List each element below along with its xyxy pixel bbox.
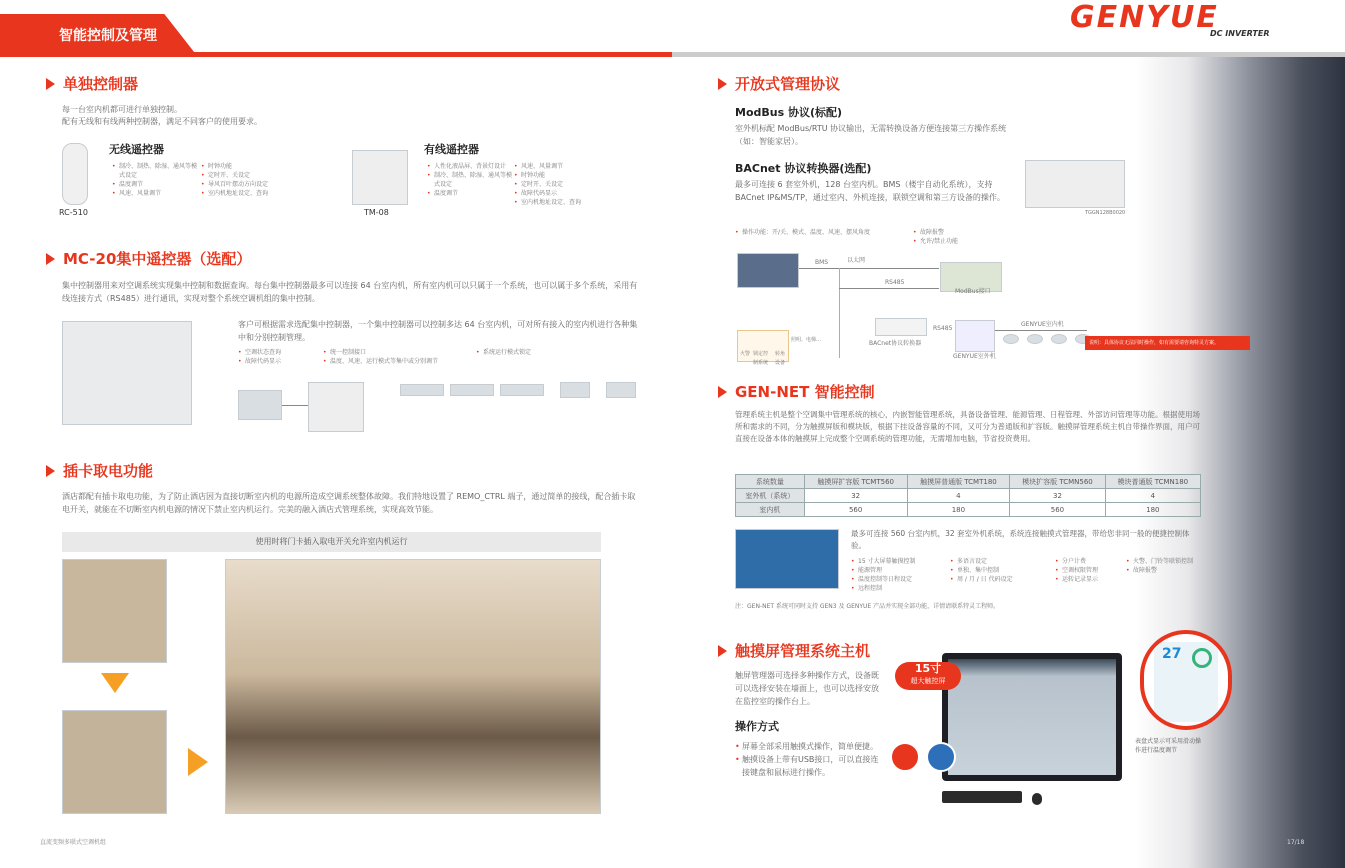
table-cell: 32 <box>1010 489 1105 503</box>
wireless-remote-image <box>62 143 88 205</box>
list-item: • 触摸设备上带有USB接口，可以直接连接键盘和鼠标进行操作。 <box>735 753 883 779</box>
list-item: • 定时开、关设定 <box>201 171 301 180</box>
rs485-label-b: RS485 <box>933 325 953 332</box>
list-item: • 温度调节 <box>112 180 198 189</box>
list-item: • 单独、集中控制 <box>950 566 1050 575</box>
list-item: • 周 / 月 / 日 代码设定 <box>950 575 1050 584</box>
icon-label-light: 照明、电梯… <box>791 337 822 343</box>
converter-label: BACnet协议转换器 <box>869 340 922 347</box>
mc20-connection-diagram <box>238 372 638 460</box>
connection-line <box>799 268 939 269</box>
list-item: • 导风百叶摆动方向设定 <box>201 180 301 189</box>
list-item: • 多语言设定 <box>950 557 1050 566</box>
table-cell: 系统数量 <box>736 475 805 489</box>
icon-label-lock: 锁定控制系统 <box>753 351 769 366</box>
list-item: • 能源管理 <box>851 566 946 575</box>
section-title-mc20: MC-20集中遥控器（选配） <box>46 248 251 269</box>
bacnet-paragraph: 最多可连接 6 套室外机，128 台室内机。BMS（楼宇自动化系统），支持 BACnet IP&MS/TP，通过室内、外机连接，联锁空调和第三方设备的操作。 <box>735 180 1005 202</box>
icon-label-device: 转角设备 <box>775 351 786 366</box>
touchscreen-monitor-image <box>942 653 1122 781</box>
converter-image <box>875 318 927 336</box>
section-title-touchscreen: 触摸屏管理系统主机 <box>718 640 870 661</box>
size-badge <box>895 662 961 690</box>
gennet-monitor-image <box>735 529 839 589</box>
connection-line <box>839 268 840 358</box>
list-item: • 分户计费 <box>1055 557 1125 566</box>
wired-remote-image <box>352 150 408 205</box>
operation-list <box>735 740 883 779</box>
protocol-features-2 <box>913 228 1013 246</box>
section-title-card: 插卡取电功能 <box>46 460 153 481</box>
mc20-features-1 <box>238 348 328 366</box>
page-number: 17/18 <box>1287 839 1305 846</box>
table-cell: 180 <box>1105 503 1200 517</box>
badge-label: 超大触控屏 <box>910 677 946 685</box>
outdoor-unit-image <box>308 382 364 432</box>
icon-label-fire: 火警 <box>740 351 751 357</box>
indoor-unit-image <box>606 382 636 398</box>
table-cell: 触摸屏扩容版 TCMT560 <box>804 475 907 489</box>
settings-bubble <box>926 742 956 772</box>
list-item: • 室内机地址设定、查询 <box>201 189 301 198</box>
list-item: • 制冷、制热、除湿、通风等模式设定 <box>427 171 515 189</box>
indoor-unit-image <box>1003 334 1019 344</box>
list-item: • 温度调节 <box>427 189 515 198</box>
gennet-paragraph-2: 最多可连接 560 台室内机，32 套室外机系统，系统连接触摸式管理器，带给您非同一般的便捷控制体验。 <box>851 529 1190 550</box>
indoor-unit-image <box>1051 334 1067 344</box>
mouse-image <box>1032 793 1042 805</box>
gennet-features-3 <box>1055 557 1125 584</box>
list-item: • 15 寸大屏幕触摸控制 <box>851 557 946 566</box>
list-item: • 统一控制接口 <box>323 348 473 357</box>
zoom-note: 表盘式显示可采用滑动操作进行温度调节 <box>1135 738 1202 754</box>
wireless-model: RC-510 <box>59 208 88 217</box>
gennet-features-4 <box>1126 557 1206 575</box>
list-item: • 故障报警 <box>1126 566 1206 575</box>
card-caption: 使用时将门卡插入取电开关允许室内机运行 <box>62 532 601 552</box>
list-item: • 制冷、制热、除湿、通风等模式设定 <box>112 162 198 180</box>
list-item: • 空调权限管理 <box>1055 566 1125 575</box>
touchscreen-paragraph: 触屏管理器可选择多种操作方式，设备既可以选择安装在墙面上，也可以选择安放在监控室的操作台上。 <box>735 671 879 706</box>
screen-display <box>948 659 1116 775</box>
table-row <box>736 503 1201 517</box>
list-item: • 允许/禁止功能 <box>913 237 1013 246</box>
list-item: • 火警、门铃等联锁控制 <box>1126 557 1206 566</box>
brand-logo: GENYUE <box>1070 0 1219 35</box>
controller-unit-image <box>238 390 282 420</box>
indoor-unit-image <box>400 384 444 396</box>
list-item: • 室内机地址设定、查询 <box>514 198 614 207</box>
section-title-protocol: 开放式管理协议 <box>718 73 840 94</box>
list-item: • 定时开、关设定 <box>514 180 614 189</box>
table-cell: 560 <box>1010 503 1105 517</box>
controller-intro-2: 配有无线和有线两种控制器，满足不同客户的使用要求。 <box>62 117 262 126</box>
wired-features-2 <box>514 162 614 207</box>
table-header-row <box>736 475 1201 489</box>
list-item: • 故障代码显示 <box>514 189 614 198</box>
outdoor-units-image <box>955 320 995 352</box>
zoom-dial-icon <box>1192 648 1212 668</box>
table-cell: 32 <box>804 489 907 503</box>
mc20-features-2 <box>323 348 473 366</box>
table-cell: 180 <box>907 503 1010 517</box>
bms-screen-image <box>737 253 799 288</box>
indoor-unit-image <box>1027 334 1043 344</box>
list-item: • 人性化液晶屏、背景灯设计 <box>427 162 515 171</box>
card-inserted-photo <box>62 710 167 814</box>
protocol-features-1 <box>735 228 905 237</box>
connection-line <box>282 405 308 406</box>
device-code: TGGN128B0020 <box>1085 210 1126 216</box>
card-paragraph: 酒店都配有插卡取电功能，为了防止酒店因为直接切断室内机的电源所造成空调系统整体故障。我们特地设置了 REMO_CTRL 端子，通过简单的接线，配合插卡取电开关，就能在不切断室内机电源的情况下禁止室内机运行。完美的融入酒店式管理系统，实现高效节能。 <box>62 492 636 514</box>
ethernet-label: 以太网 <box>847 257 866 264</box>
modbus-title: ModBus 协议(标配) <box>735 106 843 119</box>
alarm-bubble <box>890 742 920 772</box>
modbus-paragraph: 室外机标配 ModBus/RTU 协议输出，无需转换设备方便连接第三方操作系统（如：智能家居）。 <box>735 124 1007 146</box>
bms-network-diagram <box>735 250 1255 365</box>
table-cell: 室外机（系统） <box>736 489 805 503</box>
list-item: • 系统运行模式锁定 <box>476 348 576 357</box>
mc20-features-3 <box>476 348 576 357</box>
connection-line <box>839 288 939 289</box>
wired-model: TM-08 <box>364 208 389 217</box>
bacnet-converter-image <box>1025 160 1125 208</box>
wireless-title: 无线遥控器 <box>109 143 164 156</box>
outdoor-label: GENYUE室外机 <box>953 353 996 360</box>
arrow-down-icon <box>101 673 129 693</box>
rs485-label-a: RS485 <box>885 279 905 286</box>
table-cell: 触摸屏普通版 TCMT180 <box>907 475 1010 489</box>
footer-left: 直流变频多联式空调机组 <box>40 839 107 846</box>
arrow-right-icon <box>188 748 208 776</box>
gennet-features-1 <box>851 557 946 593</box>
gennet-spec-table <box>735 474 1201 517</box>
mc20-paragraph: 集中控制器用来对空调系统实现集中控制和数据查询。每台集中控制器最多可以连接 64 台室内机，所有室内机可以只属于一个系统，也可以属于多个系统，采用有线连接方式（RS485）进行通讯，实现对整个系统空调机组的集中控制。 <box>62 281 638 303</box>
section-title-gennet: GEN-NET 智能控制 <box>718 381 875 402</box>
bacnet-title: BACnet 协议转换器(选配) <box>735 162 872 175</box>
hotel-room-photo <box>225 559 601 814</box>
list-item: • 空调状态查询 <box>238 348 328 357</box>
indoor-unit-image <box>560 382 590 398</box>
gennet-paragraph: 管理系统主机是整个空调集中管理系统的核心，内嵌智能管理系统，具备设备管理、能源管理、日程管理、外部访问管理等功能。根据使用场所和需求的不同，分为触摸屏版和模块版，根据下挂设备容量的不同，又可分为普通版和扩容版。触摸屏管理系统主机自带操作界面，用户可直接在设备本体的触摸屏上完成整个空调系统的管理功能，无需增加电脑，节省投资费用。 <box>735 410 1200 443</box>
section-title-controller: 单独控制器 <box>46 73 138 94</box>
table-cell: 模块普通版 TCMN180 <box>1105 475 1200 489</box>
list-item: • 故障代码显示 <box>238 357 328 366</box>
gennet-features-2 <box>950 557 1050 584</box>
list-item: • 屏幕全部采用触摸式操作，简单便捷。 <box>735 740 883 753</box>
table-cell: 4 <box>1105 489 1200 503</box>
wireless-features-1 <box>112 162 198 198</box>
list-item: • 温度控制等日程设定 <box>851 575 946 584</box>
operation-title: 操作方式 <box>735 720 779 733</box>
gennet-note: 注：GEN-NET 系统可同时支持 GEN3 及 GENYUE 产品并实现全部功能，详情请联系特灵工程师。 <box>735 603 1000 610</box>
table-cell: 560 <box>804 503 907 517</box>
bms-label: BMS <box>815 259 829 266</box>
card-insert-photo <box>62 559 167 663</box>
list-item: • 运转记录显示 <box>1055 575 1125 584</box>
zoom-circle <box>1140 630 1232 730</box>
mc20-controller-image <box>62 321 192 425</box>
list-item: • 远程控制 <box>851 584 946 593</box>
table-cell: 模块扩容版 TCMN560 <box>1010 475 1105 489</box>
list-item: • 风速、风量调节 <box>514 162 614 171</box>
modbus-label: ModBus接口 <box>955 288 991 295</box>
wireless-features-2 <box>201 162 301 198</box>
list-item: • 操作功能：开/关、模式、温度、风速、摆风角度 <box>735 228 905 237</box>
indoor-unit-image <box>450 384 494 396</box>
mc20-desc: 客户可根据需求选配集中控制器，一个集中控制器可以控制多达 64 台室内机，可对所有接入的室内机进行各种集中和分别控制管理。 <box>238 320 638 342</box>
list-item: • 时钟功能 <box>514 171 614 180</box>
list-item: • 温度、风速、运行模式等集中或分别调节 <box>323 357 473 366</box>
table-cell: 室内机 <box>736 503 805 517</box>
list-item: • 故障报警 <box>913 228 1013 237</box>
connection-line <box>995 330 1087 331</box>
indoor-label: GENYUE室内机 <box>1021 321 1064 328</box>
table-row <box>736 489 1201 503</box>
controller-intro-1: 每一台室内机都可进行单独控制。 <box>62 105 182 114</box>
wired-title: 有线遥控器 <box>424 143 479 156</box>
banner-title: 智能控制及管理 <box>59 28 157 44</box>
list-item: • 时钟功能 <box>201 162 301 171</box>
badge-number: 15寸 <box>914 662 942 675</box>
brand-logo-sub: DC INVERTER <box>1210 29 1270 38</box>
keyboard-image <box>942 791 1022 803</box>
diagram-note: 说明：具体协议无法同时操作，如有需要请咨询特灵方案。 <box>1085 336 1250 350</box>
zoom-temperature: 27 <box>1162 646 1182 662</box>
wired-features-1 <box>427 162 515 198</box>
list-item: • 风速、风量调节 <box>112 189 198 198</box>
indoor-unit-image <box>500 384 544 396</box>
table-cell: 4 <box>907 489 1010 503</box>
